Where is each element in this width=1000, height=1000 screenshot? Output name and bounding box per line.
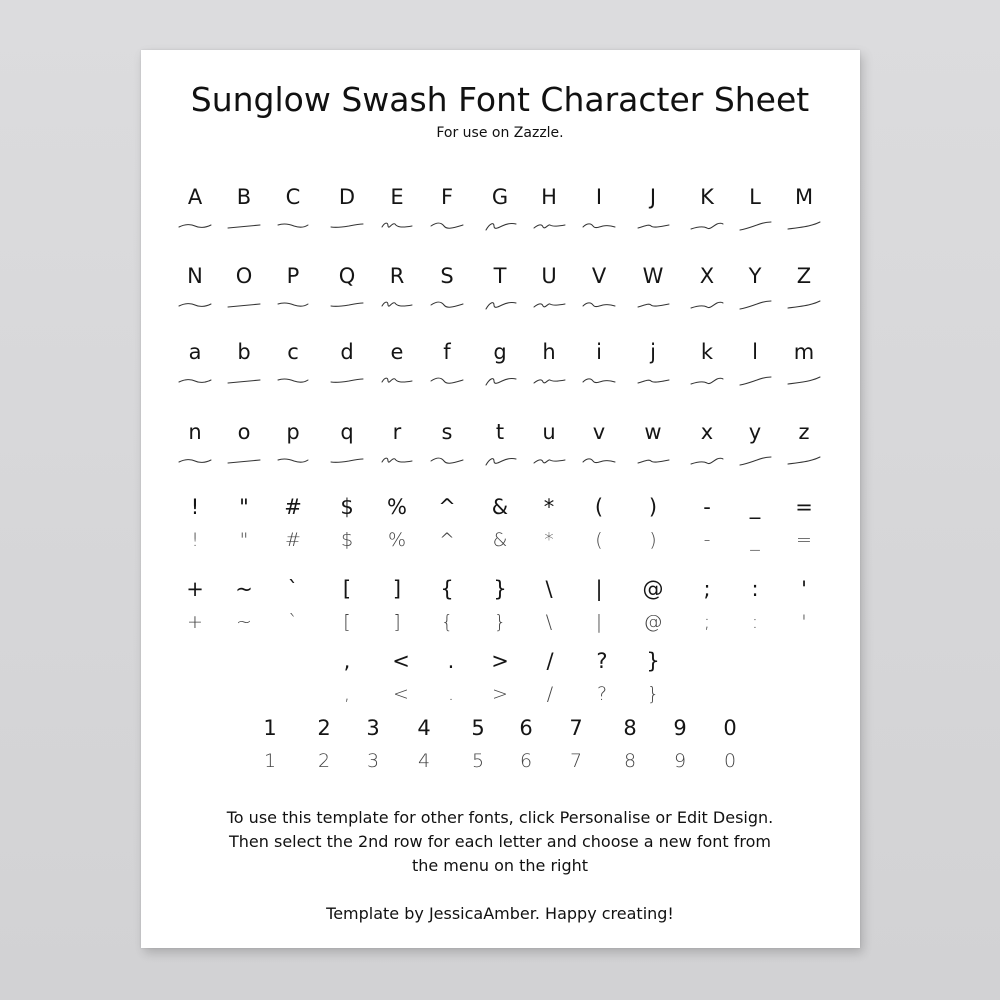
glyph-n: n <box>188 420 202 444</box>
symbol-glyph: % <box>387 495 407 519</box>
swash-glyph-o <box>226 453 262 469</box>
swash-glyph-x <box>689 453 725 469</box>
symbol-glyph: @ <box>642 577 664 601</box>
glyph-c: c <box>287 340 299 364</box>
swash-glyph-M <box>786 218 822 234</box>
glyph-I: I <box>595 185 603 209</box>
swash-glyph-f <box>429 373 465 389</box>
swash-glyph-s <box>429 453 465 469</box>
symbol-glyph: , <box>343 649 351 673</box>
swash-stroke <box>788 301 820 308</box>
glyph-i: i <box>596 340 602 364</box>
swash-glyph-E <box>379 218 415 234</box>
swash-stroke <box>740 457 771 465</box>
swash-glyph-V <box>581 297 617 313</box>
symbol-sample: @ <box>643 611 663 633</box>
digit-5: 5 <box>471 716 485 740</box>
glyph-N: N <box>187 264 203 288</box>
swash-glyph-g <box>482 373 518 389</box>
swash-stroke <box>740 377 771 385</box>
swash-glyph-U <box>531 297 567 313</box>
page-subtitle: For use on Zazzle. <box>436 125 564 141</box>
symbol-sample: + <box>187 611 203 633</box>
digit-3: 3 <box>366 716 380 740</box>
swash-stroke <box>382 378 412 382</box>
digit-8: 8 <box>623 716 637 740</box>
glyph-M: M <box>794 185 814 209</box>
swash-glyph-y <box>737 453 773 469</box>
swash-glyph-c <box>275 373 311 389</box>
glyph-Z: Z <box>796 264 812 288</box>
digit-sample-3: 3 <box>366 750 380 772</box>
symbol-glyph: _ <box>749 495 761 519</box>
swash-stroke <box>583 224 615 228</box>
digit-sample-8: 8 <box>623 750 637 772</box>
swash-stroke <box>331 224 363 227</box>
symbol-glyph: < <box>392 649 410 673</box>
glyph-b: b <box>237 340 251 364</box>
swash-glyph-F <box>429 218 465 234</box>
swash-stroke <box>740 222 771 230</box>
swash-stroke <box>740 301 771 309</box>
symbol-glyph: - <box>703 495 711 519</box>
instruction-line: To use this template for other fonts, click Personalise or Edit Design. <box>226 808 774 827</box>
glyph-f: f <box>443 340 451 364</box>
swash-glyph-C <box>275 218 311 234</box>
symbol-glyph: = <box>795 495 813 519</box>
glyph-B: B <box>236 185 252 209</box>
swash-stroke <box>534 380 565 383</box>
symbol-glyph: ) <box>648 495 658 519</box>
glyph-s: s <box>441 420 453 444</box>
swash-glyph-w <box>635 453 671 469</box>
swash-glyph-a <box>177 373 213 389</box>
swash-glyph-t <box>482 453 518 469</box>
glyph-H: H <box>541 185 557 209</box>
swash-stroke <box>228 304 260 307</box>
swash-stroke <box>278 379 308 382</box>
swash-stroke <box>431 378 463 383</box>
symbol-sample: } <box>646 683 660 705</box>
symbol-sample: , <box>343 683 351 705</box>
swash-glyph-k <box>689 373 725 389</box>
swash-stroke <box>583 459 615 463</box>
symbol-glyph: ? <box>596 649 608 673</box>
symbol-glyph: ! <box>190 495 200 519</box>
glyph-x: x <box>700 420 714 444</box>
symbol-glyph: + <box>186 577 204 601</box>
swash-glyph-S <box>429 297 465 313</box>
symbol-sample: | <box>595 611 603 633</box>
symbol-glyph: | <box>595 577 603 601</box>
symbol-glyph: $ <box>340 495 354 519</box>
glyph-o: o <box>237 420 251 444</box>
swash-stroke <box>179 304 211 307</box>
glyph-q: q <box>340 420 354 444</box>
swash-glyph-v <box>581 453 617 469</box>
swash-glyph-p <box>275 453 311 469</box>
symbol-glyph: [ <box>342 577 352 601</box>
symbol-sample: $ <box>340 529 354 551</box>
swash-stroke <box>788 457 820 464</box>
glyph-r: r <box>392 420 402 444</box>
swash-stroke <box>534 460 565 463</box>
symbol-glyph: ~ <box>235 577 253 601</box>
symbol-sample: * <box>544 529 554 551</box>
credit-line: Template by JessicaAmber. Happy creating! <box>326 904 674 923</box>
symbol-sample: # <box>285 529 301 551</box>
symbol-sample: ) <box>649 529 657 551</box>
swash-glyph-n <box>177 453 213 469</box>
symbol-glyph: ] <box>392 577 402 601</box>
glyph-d: d <box>340 340 354 364</box>
page-title: Sunglow Swash Font Character Sheet <box>190 80 810 119</box>
swash-glyph-Z <box>786 297 822 313</box>
symbol-sample: ( <box>595 529 603 551</box>
swash-glyph-j <box>635 373 671 389</box>
swash-glyph-T <box>482 297 518 313</box>
swash-stroke <box>638 460 669 463</box>
glyph-F: F <box>440 185 454 209</box>
symbol-glyph: \ <box>545 577 553 601</box>
glyph-e: e <box>390 340 404 364</box>
symbol-sample: ' <box>801 611 807 633</box>
digit-sample-7: 7 <box>569 750 583 772</box>
digit-sample-0: 0 <box>723 750 737 772</box>
symbol-sample: ` <box>288 611 298 633</box>
symbol-glyph: } <box>493 577 507 601</box>
swash-glyph-P <box>275 297 311 313</box>
glyph-l: l <box>752 340 758 364</box>
swash-glyph-A <box>177 218 213 234</box>
symbol-sample: & <box>492 529 508 551</box>
swash-stroke <box>583 379 615 383</box>
instruction-line: the menu on the right <box>411 856 589 875</box>
symbol-sample: " <box>239 529 249 551</box>
glyph-S: S <box>440 264 454 288</box>
swash-stroke <box>638 380 669 383</box>
swash-glyph-Y <box>737 297 773 313</box>
swash-stroke <box>691 458 723 464</box>
glyph-T: T <box>493 264 507 288</box>
swash-stroke <box>691 223 723 229</box>
swash-stroke <box>278 459 308 462</box>
swash-glyph-z <box>786 453 822 469</box>
glyph-L: L <box>749 185 761 209</box>
swash-stroke <box>228 460 260 463</box>
glyph-J: J <box>649 185 657 209</box>
swash-stroke <box>583 303 615 307</box>
symbol-sample: = <box>796 529 812 551</box>
swash-glyph-O <box>226 297 262 313</box>
swash-stroke <box>638 225 669 228</box>
swash-glyph-B <box>226 218 262 234</box>
glyph-v: v <box>592 420 606 444</box>
digit-sample-4: 4 <box>417 750 431 772</box>
symbol-glyph: ^ <box>438 495 456 519</box>
glyph-A: A <box>187 185 203 209</box>
swash-stroke <box>788 377 820 384</box>
glyph-X: X <box>699 264 715 288</box>
swash-stroke <box>179 225 211 228</box>
swash-glyph-W <box>635 297 671 313</box>
glyph-W: W <box>642 264 664 288</box>
swash-stroke <box>691 378 723 384</box>
symbol-glyph: * <box>543 495 555 519</box>
swash-glyph-N <box>177 297 213 313</box>
glyph-k: k <box>700 340 714 364</box>
symbol-glyph: { <box>440 577 454 601</box>
glyph-j: j <box>650 340 656 364</box>
symbol-sample: . <box>447 683 455 705</box>
glyph-R: R <box>389 264 405 288</box>
symbol-sample: ^ <box>439 529 455 551</box>
symbol-sample: ! <box>191 529 199 551</box>
symbol-sample: ] <box>393 611 401 633</box>
digit-1: 1 <box>263 716 277 740</box>
swash-stroke <box>691 302 723 308</box>
swash-stroke <box>534 225 565 228</box>
symbol-glyph: . <box>447 649 455 673</box>
glyph-D: D <box>338 185 356 209</box>
swash-stroke <box>331 379 363 382</box>
swash-stroke <box>486 458 516 465</box>
symbol-sample: _ <box>750 529 760 551</box>
glyph-w: w <box>644 420 662 444</box>
symbol-sample: - <box>703 529 711 551</box>
symbol-glyph: } <box>646 649 660 673</box>
instructions <box>0 806 1000 878</box>
digit-sample-2: 2 <box>317 750 331 772</box>
glyph-t: t <box>495 420 505 444</box>
symbol-sample: ? <box>596 683 608 705</box>
symbol-sample: [ <box>343 611 351 633</box>
swash-stroke <box>534 304 565 307</box>
glyph-g: g <box>493 340 507 364</box>
swash-stroke <box>331 303 363 306</box>
glyph-Y: Y <box>748 264 762 288</box>
glyph-K: K <box>700 185 714 209</box>
swash-stroke <box>382 223 412 227</box>
swash-glyph-h <box>531 373 567 389</box>
glyph-u: u <box>542 420 556 444</box>
symbol-glyph: & <box>491 495 509 519</box>
symbol-sample: % <box>387 529 407 551</box>
swash-glyph-H <box>531 218 567 234</box>
swash-glyph-q <box>329 453 365 469</box>
glyph-Q: Q <box>338 264 356 288</box>
glyph-m: m <box>793 340 815 364</box>
swash-stroke <box>486 302 516 309</box>
swash-stroke <box>179 460 211 463</box>
symbol-glyph: : <box>751 577 759 601</box>
symbol-sample: / <box>546 683 554 705</box>
swash-glyph-d <box>329 373 365 389</box>
swash-stroke <box>431 458 463 463</box>
digit-0: 0 <box>723 716 737 740</box>
swash-glyph-m <box>786 373 822 389</box>
glyph-P: P <box>286 264 300 288</box>
symbol-sample: > <box>492 683 508 705</box>
symbol-glyph: # <box>284 495 302 519</box>
swash-stroke <box>486 223 516 230</box>
swash-glyph-r <box>379 453 415 469</box>
swash-glyph-J <box>635 218 671 234</box>
swash-stroke <box>278 303 308 306</box>
glyph-a: a <box>188 340 202 364</box>
swash-stroke <box>431 302 463 307</box>
glyph-z: z <box>798 420 810 444</box>
glyph-O: O <box>235 264 253 288</box>
swash-stroke <box>638 304 669 307</box>
symbol-sample: \ <box>545 611 553 633</box>
swash-stroke <box>278 224 308 227</box>
swash-stroke <box>431 223 463 228</box>
swash-glyph-I <box>581 218 617 234</box>
swash-glyph-X <box>689 297 725 313</box>
digit-2: 2 <box>317 716 331 740</box>
swash-glyph-G <box>482 218 518 234</box>
symbol-glyph: / <box>546 649 554 673</box>
digit-4: 4 <box>417 716 431 740</box>
glyph-p: p <box>286 420 300 444</box>
swash-stroke <box>179 380 211 383</box>
digit-sample-9: 9 <box>673 750 687 772</box>
symbol-sample: } <box>493 611 507 633</box>
symbol-glyph: ( <box>594 495 604 519</box>
swash-stroke <box>486 378 516 385</box>
swash-glyph-u <box>531 453 567 469</box>
symbol-glyph: ; <box>703 577 711 601</box>
digit-6: 6 <box>519 716 533 740</box>
symbol-glyph: ' <box>801 577 807 601</box>
swash-glyph-Q <box>329 297 365 313</box>
swash-stroke <box>382 302 412 306</box>
glyph-y: y <box>748 420 762 444</box>
digit-sample-5: 5 <box>471 750 485 772</box>
symbol-sample: { <box>440 611 454 633</box>
swash-glyph-R <box>379 297 415 313</box>
swash-stroke <box>382 458 412 462</box>
digit-sample-1: 1 <box>263 750 277 772</box>
swash-stroke <box>228 225 260 228</box>
glyph-U: U <box>541 264 557 288</box>
swash-glyph-L <box>737 218 773 234</box>
swash-glyph-i <box>581 373 617 389</box>
symbol-glyph: " <box>239 495 249 519</box>
digit-7: 7 <box>569 716 583 740</box>
glyph-C: C <box>285 185 301 209</box>
symbol-glyph: > <box>491 649 509 673</box>
symbol-sample: ~ <box>236 611 252 633</box>
glyph-E: E <box>390 185 404 209</box>
swash-glyph-D <box>329 218 365 234</box>
symbol-sample: : <box>751 611 759 633</box>
glyph-G: G <box>491 185 509 209</box>
symbol-glyph: ` <box>287 577 299 601</box>
symbol-sample: < <box>393 683 409 705</box>
digit-sample-6: 6 <box>519 750 533 772</box>
swash-glyph-b <box>226 373 262 389</box>
glyph-h: h <box>542 340 556 364</box>
swash-glyph-e <box>379 373 415 389</box>
swash-stroke <box>228 380 260 383</box>
symbol-sample: ; <box>703 611 711 633</box>
swash-glyph-l <box>737 373 773 389</box>
swash-stroke <box>788 222 820 229</box>
instruction-line: Then select the 2nd row for each letter and choose a new font from <box>229 832 771 851</box>
digit-9: 9 <box>673 716 687 740</box>
swash-stroke <box>331 459 363 462</box>
glyph-V: V <box>591 264 607 288</box>
swash-glyph-K <box>689 218 725 234</box>
